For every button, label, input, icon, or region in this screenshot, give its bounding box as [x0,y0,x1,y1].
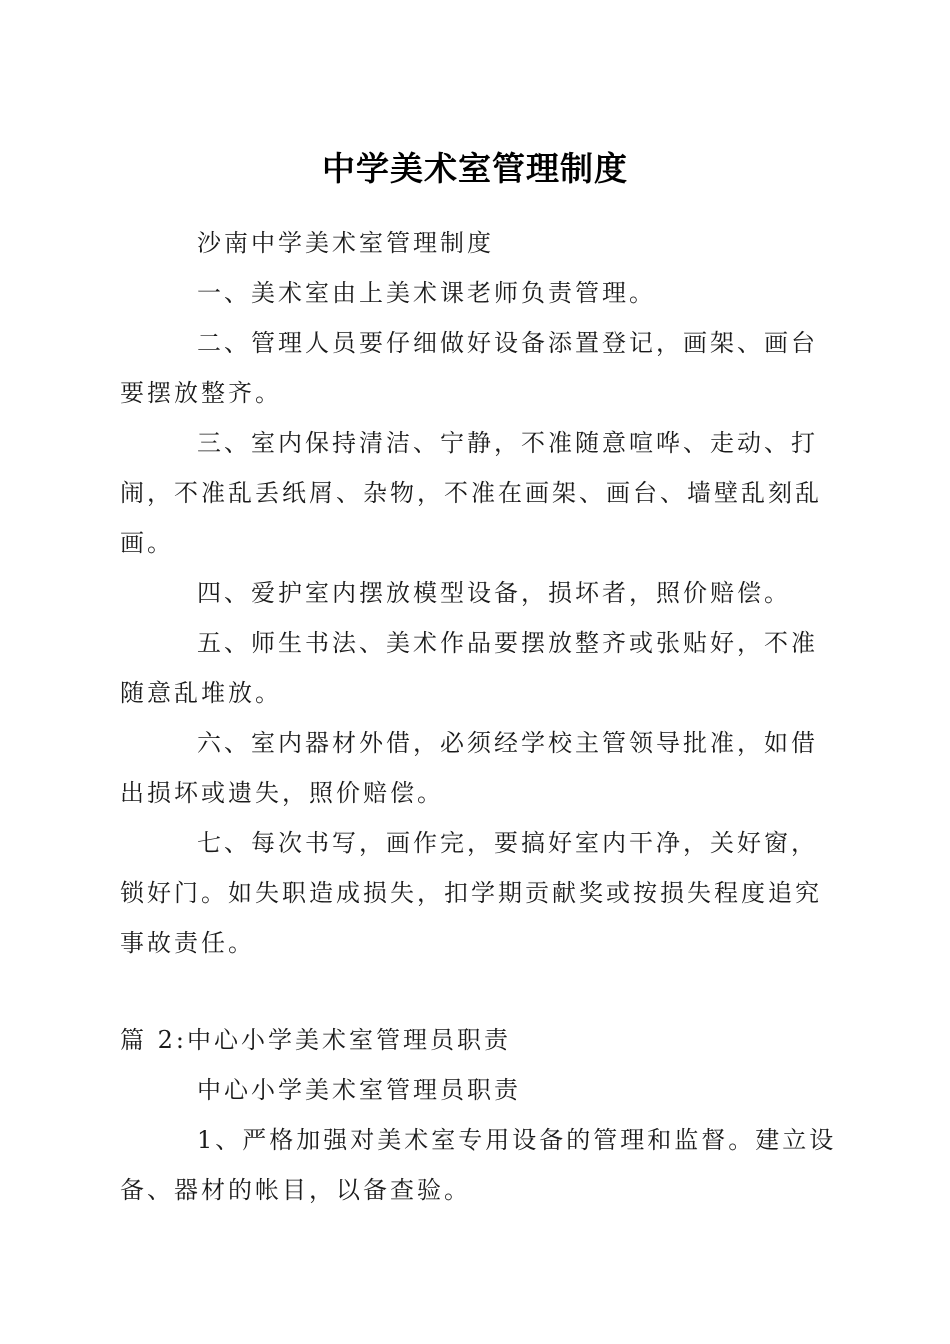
section-two-subheading: 中心小学美术室管理员职责 [197,1076,521,1104]
document-title: 中学美术室管理制度 [322,149,628,188]
section-two [120,1015,840,1215]
rule-5: 五、师生书法、美术作品要摆放整齐或张贴好，不准随意乱堆放。 [120,629,818,707]
rule-1: 一、美术室由上美术课老师负责管理。 [197,279,656,307]
section-two-heading: 篇 2:中心小学美术室管理员职责 [120,1026,511,1054]
duty-1: 1、严格加强对美术室专用设备的管理和监督。建立设备、器材的帐目，以备查验。 [120,1126,837,1204]
rule-4: 四、爱护室内摆放模型设备，损坏者，照价赔偿。 [197,579,791,607]
rule-7: 七、每次书写，画作完，要搞好室内干净，关好窗，锁好门。如失职造成损失，扣学期贡献奖或按损失程度追究事故责任。 [120,829,822,957]
rule-2: 二、管理人员要仔细做好设备添置登记，画架、画台要摆放整齐。 [120,329,818,407]
rule-6: 六、室内器材外借，必须经学校主管领导批准，如借出损坏或遗失，照价赔偿。 [120,729,818,807]
rule-3: 三、室内保持清洁、宁静，不准随意喧哗、走动、打闹，不准乱丢纸屑、杂物，不准在画架、画台、墙壁乱刻乱画。 [120,429,822,557]
section-one [120,218,840,968]
school-heading: 沙南中学美术室管理制度 [197,229,494,257]
